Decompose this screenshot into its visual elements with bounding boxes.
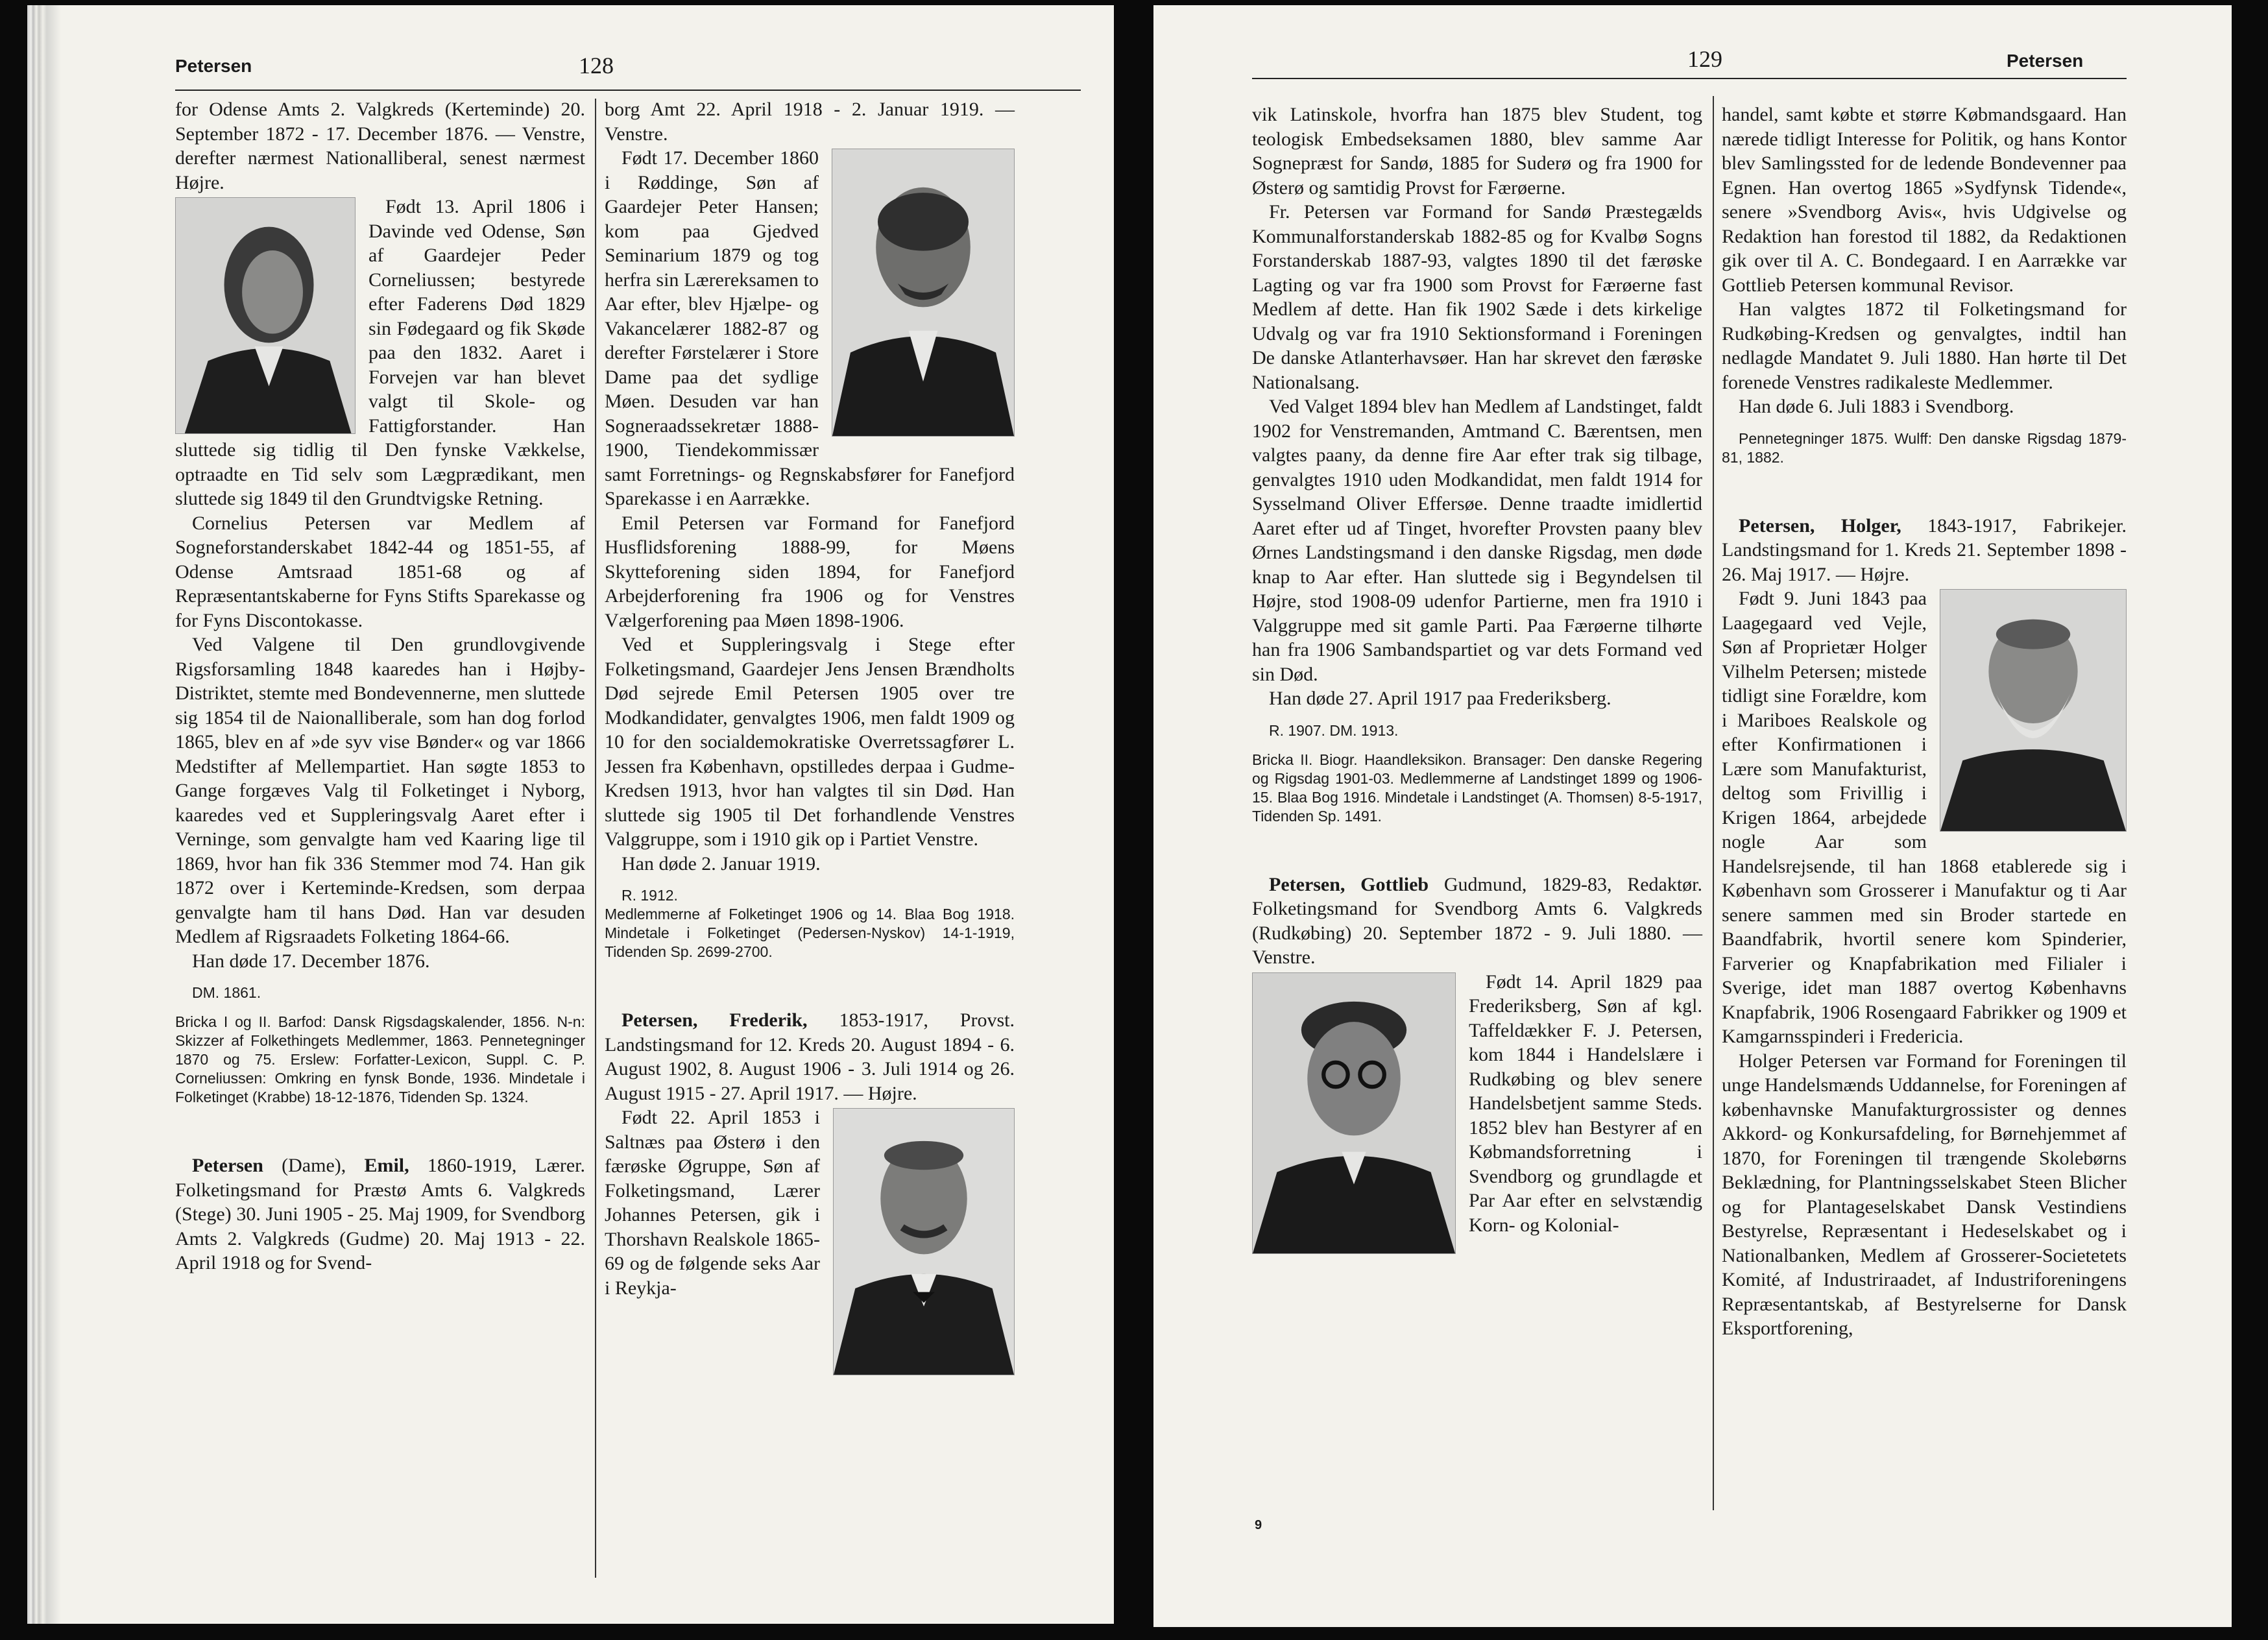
paragraph: Ved et Suppleringsvalg i Stege efter Folketingsmand, Gaardejer Jens Jensen Brændholts Død sejrede Emil Petersen 1905 over tre Modkandidater, genvalgtes 1906, men faldt 1909 og 10 for den socialdemokratiske Overretssagfører L. Jessen fra København, opstilledes derpaa i Gudme-Kredsen 1913, hvor han valgtes til sin Død. Han sluttede sig 1905 til Det forhandlende Venstres Valggruppe, som i 1910 gik op i Partiet Venstre. <box>605 634 1015 850</box>
paragraph: Født 14. April 1829 paa Frederiksberg, Søn af kgl. Taffeldækker F. J. Petersen, kom 1844 i Handelslære i Rudkøbing og blev senere Handelsbetjent samme Steds. 1852 blev han Bestyrer af en Købmandsforretning i Svendborg og grundlagde et Par Aar efter en selvstændig Korn- og Kolonial- <box>1252 970 1702 1238</box>
page-edge <box>27 5 61 1624</box>
paragraph: for Odense Amts 2. Valgkreds (Kerteminde) 20. September 1872 - 17. December 1876. — Venstre, derefter nærmest Nationalliberal, senest nærmest Højre. <box>175 99 585 193</box>
portrait-photo-icon <box>176 198 355 433</box>
paragraph: Født 9. Juni 1843 paa Laagegaard ved Vejle, Søn af Proprietær Holger Vilhelm Petersen; mistede tidligt sine Forældre, kom i Mariboes Realskole og efter Konfirmationen i Lære som Manufakturist, deltog som Frivillig i Krigen 1864, arbejdede nogle Aar som Handelsrejsende, til han 1868 etablerede sig i København som Grosserer i Manufaktur og ti Aar senere sammen med sin Broder startede en Baandfabrik, hvortil senere kom Spinderier, Farverier og Knapfabrikation med Filialer i Sverige, idet man 1887 overtog Københavns Knapfabrik, 1906 Rosengaard Fabrikker og 1909 et Kamgarnsspinderi i Fredericia. <box>1722 588 2127 1047</box>
portrait-photo-icon <box>1940 590 2126 831</box>
entry-frederik: Petersen, Frederik, 1853-1917, Provst. Landstingsmand for 12. Kreds 20. August 1894 - 6. August 1902, 8. August 1906 - 3. Juli 1914 og 26. August 1915 - 27. April 1917. — Højre. <box>605 1009 1015 1104</box>
entry-name: Petersen, Frederik, <box>621 1009 808 1031</box>
column-rule <box>1713 96 1714 1510</box>
header-rule <box>175 90 1081 91</box>
entry-name: Petersen <box>192 1155 263 1176</box>
death-line: Han døde 6. Juli 1883 i Svendborg. <box>1739 396 2014 417</box>
death-line: Han døde 17. December 1876. <box>192 950 430 972</box>
paragraph: Han valgtes 1872 til Folketingsmand for Rudkøbing-Kredsen og genvalgtes, indtil han nedlagde Mandatet 9. Juli 1880. Han hørte til Det forenede Venstres radikaleste Medlemmer. <box>1722 298 2127 393</box>
running-head: Petersen <box>175 56 252 76</box>
entry-gottlieb: Petersen, Gottlieb Gudmund, 1829-83, Redaktør. Folketingsmand for Svendborg Amts 6. Valgkreds (Rudkøbing) 20. September 1872 - 9. Juli 1880. — Venstre. <box>1252 873 1702 968</box>
paragraph: vik Latinskole, hvorfra han 1875 blev Student, tog teologisk Embedseksamen 1880, blev samme Aar Sognepræst for Sandø, 1885 for Suderø og fra 1900 for Østerø og samtidig Provst for Færøerne. <box>1252 104 1702 199</box>
paragraph: borg Amt 22. April 1918 - 2. Januar 1919. — Venstre. <box>605 99 1015 145</box>
portrait-cornelius <box>175 197 356 434</box>
left-column-2 <box>605 97 1015 1379</box>
portrait-gottlieb <box>1252 972 1456 1254</box>
bibliography: Pennetegninger 1875. Wulff: Den danske Rigsdag 1879-81, 1882. <box>1722 429 2127 466</box>
death-line: Han døde 27. April 1917 paa Frederiksberg. <box>1269 688 1611 709</box>
portrait-photo-icon <box>1253 973 1455 1253</box>
bibliography: Bricka II. Biogr. Haandleksikon. Bransager: Den danske Regering og Rigsdag 1901-03. Medlemmerne af Landstinget 1899 og 1906-15. Blaa Bog 1916. Mindetale i Landstinget (A. Thomsen) 8-5-1917, Tidenden Sp. 1491. <box>1252 751 1702 825</box>
entry-emil: Petersen (Dame), Emil, 1860-1919, Lærer. Folketingsmand for Præstø Amts 6. Valgkreds (Stege) 30. Juni 1905 - 25. Maj 1909, for Svendborg Amts 2. Valgkreds (Gudme) 20. Maj 1913 - 22. April 1918 og for Svend- <box>175 1155 585 1273</box>
column-rule <box>595 99 596 1578</box>
right-column-2 <box>1722 102 2127 1341</box>
entry-given-name: Emil, <box>364 1155 409 1176</box>
entry-holger: Petersen, Holger, 1843-1917, Fabrikejer. Landstingsmand for 1. Kreds 21. September 1898 - 26. Maj 1917. — Højre. <box>1722 514 2127 585</box>
bibliography: Bricka I og II. Barfod: Dansk Rigsdagskalender, 1856. N-n: Skizzer af Folkethingets Medlemmer, 1863. Pennetegninger 1870 og 75. Erslew: Forfatter-Lexicon, Suppl. C. P. Corneliussen: Omkring en fynsk Bonde, 1936. Mindetale i Folketinget (Krabbe) 18-12-1876, Tidenden Sp. 1324. <box>175 1013 585 1105</box>
paragraph: Holger Petersen var Formand for Foreningen til unge Handelsmænds Uddannelse, for Foreningen af københavnske Manufakturgrossister og dennes Akkord- og Konkursafdeling, for Børnehjemmet af 1870, for Foreningen til trængende Skolebørns Beklædning, for Plantningsselskabet Steen Blicher og for Plantageselskabet Dansk Vestindiens Bestyrelse, Repræsentant i Hedeselskabet og i Nationalbanken, Medlem af Grosserer-Societetets Komité, af Industriraadet, af Industriforeningens Repræsentantskab, af Bestyrelserne for Dansk Eksportforening, <box>1722 1050 2127 1339</box>
paragraph: Født 17. December 1860 i Røddinge, Søn af Gaardejer Peter Hansen; kom paa Gjedved Seminarium 1879 og tog herfra sin Lærereksamen to Aar efter, blev Hjælpe- og Vakancelærer 1882-87 og derefter Førstelærer i Store Dame paa det sydlige Møen. Desuden var han Sogneraadssekretær 1888-1900, Tiendekommissær samt Forretnings- og Regnskabsfører for Fanefjord Sparekasse i en Aarrække. <box>605 147 1015 509</box>
right-page <box>1153 5 2232 1627</box>
header-rule <box>1252 78 2127 79</box>
right-column-1 <box>1252 102 1702 1258</box>
page-number: 128 <box>579 53 614 78</box>
reference-line: R. 1912. <box>621 887 678 904</box>
paragraph: handel, samt købte et større Købmandsgaard. Han nærede tidligt Interesse for Politik, og hans Kontor blev Samlingssted for de ledende Bondevenner paa Egnen. Han overtog 1865 »Sydfynsk Tidende«, senere »Svendborg Avis«, hvis Udgivelse og Redaktion han forestod til 1882, da Redaktionen gik over til A. C. Bondegaard. I en Aarrække var Gottlieb Petersen kommunal Revisor. <box>1722 104 2127 296</box>
portrait-photo-icon <box>834 1109 1014 1375</box>
paragraph: Født 13. April 1806 i Davinde ved Odense, Søn af Gaardejer Peder Corneliussen; bestyrede efter Faderens Død 1829 sin Fødegaard og fik Skøde paa den 1832. Aaret i Forvejen var han blevet valgt til Skole- og Fattigforstander. Han sluttede sig tidlig til Den fynske Vækkelse, optraadte en Tid selv som Lægprædikant, men sluttede sig 1849 til den Grundtvigske Retning. <box>175 196 585 509</box>
paragraph: Ved Valgene til Den grundlovgivende Rigsforsamling 1848 kaaredes han i Højby-Distriktet, stemte med Bondevennerne, men sluttede sig 1854 til de Naionalliberale, som han dog forlod 1865, blev en af »de syv vise Bønder« og var 1866 Medstifter af Mellempartiet. Han søgte 1853 to Gange forgæves Valg til Folketinget i Nyborg, kaaredes ved et Suppleringsvalg Aaret efter i Verninge, som genvalgte ham ved Kaaring lige til 1869, hvor han fik 336 Stemmer mod 74. Han gik 1872 over i Kerteminde-Kredsen, som derpaa genvalgte ham til hans Død. Han var desuden Medlem af Rigsraadets Folketing 1864-66. <box>175 634 585 947</box>
reference-line: DM. 1861. <box>192 984 261 1001</box>
entry-name: Petersen, Gottlieb <box>1269 873 1429 895</box>
bibliography: Medlemmerne af Folketinget 1906 og 14. Blaa Bog 1918. Mindetale i Folketinget (Pedersen-Nyskov) 14-1-1919, Tidenden Sp. 2699-2700. <box>605 906 1015 960</box>
left-column-1 <box>175 97 585 1275</box>
portrait-frederik <box>833 1108 1015 1375</box>
paragraph: Født 22. April 1853 i Saltnæs paa Østerø i den færøske Øgruppe, Søn af Folketingsmand, Lærer Johannes Petersen, gik i Thorshavn Realskole 1865-69 og de følgende seks Aar i Reykja- <box>605 1105 1015 1300</box>
entry-name: Petersen, Holger, <box>1739 514 1901 537</box>
running-head: Petersen <box>2007 51 2084 71</box>
portrait-holger <box>1940 589 2127 832</box>
left-page <box>27 5 1114 1624</box>
death-line: Han døde 2. Januar 1919. <box>621 852 821 874</box>
paragraph: Fr. Petersen var Formand for Sandø Præstegælds Kommunalforstanderskab 1882-85 og for Kvalbø Sogns Forstanderskab 1887-93, valgtes 1890 til det færøske Lagting og var fra 1900 som Provst for Færøerne fast Medlem af dette. Han fik 1902 Sæde i dets kirkelige Udvalg og var fra 1910 Sektionsformand i Foreningen De danske Atlanterhavsøer. Han har skrevet den færøske Nationalsang. <box>1252 201 1702 393</box>
paragraph: Ved Valget 1894 blev han Medlem af Landstinget, faldt 1902 for Venstremanden, Amtmand C. Bærentsen, men valgtes paany, da denne fire Aar efter trak sig tilbage, genvalgtes 1910 uden Modkandidat, men faldt 1914 for Sysselmand Oliver Effersøe. Denne traadte imidlertid Aaret efter ud af Tinget, hvorefter Provsten paany blev Ørnes Landstingsmand i den danske Rigsdag, men døde knap to Aar efter. Han sluttede sig i Begyndelsen til Højre, stod 1908-09 udenfor Partierne, men fra 1910 i Valggruppe med sit gamle Parti. Paa Færøerne tilhørte han fra 1906 Sambandspartiet og var dets Formand ved sin Død. <box>1252 396 1702 685</box>
page-number: 129 <box>1687 46 1722 72</box>
reference-line: R. 1907. DM. 1913. <box>1269 721 1399 739</box>
signature-mark: 9 <box>1255 1518 1262 1532</box>
portrait-emil <box>832 149 1015 437</box>
paragraph: Emil Petersen var Formand for Fanefjord Husflidsforening 1888-99, for Møens Skytteforening siden 1894, for Fanefjord Arbejderforening fra 1906 og for Venstres Vælgerforening paa Møen 1898-1906. <box>605 512 1015 631</box>
portrait-photo-icon <box>832 149 1014 436</box>
paragraph: Cornelius Petersen var Medlem af Sogneforstanderskabet 1842-44 og 1851-55, af Odense Amtsraad 1851-68 og af Repræsentantskaberne for Fyns Stifts Sparekasse og for Fyns Discontokasse. <box>175 512 585 631</box>
